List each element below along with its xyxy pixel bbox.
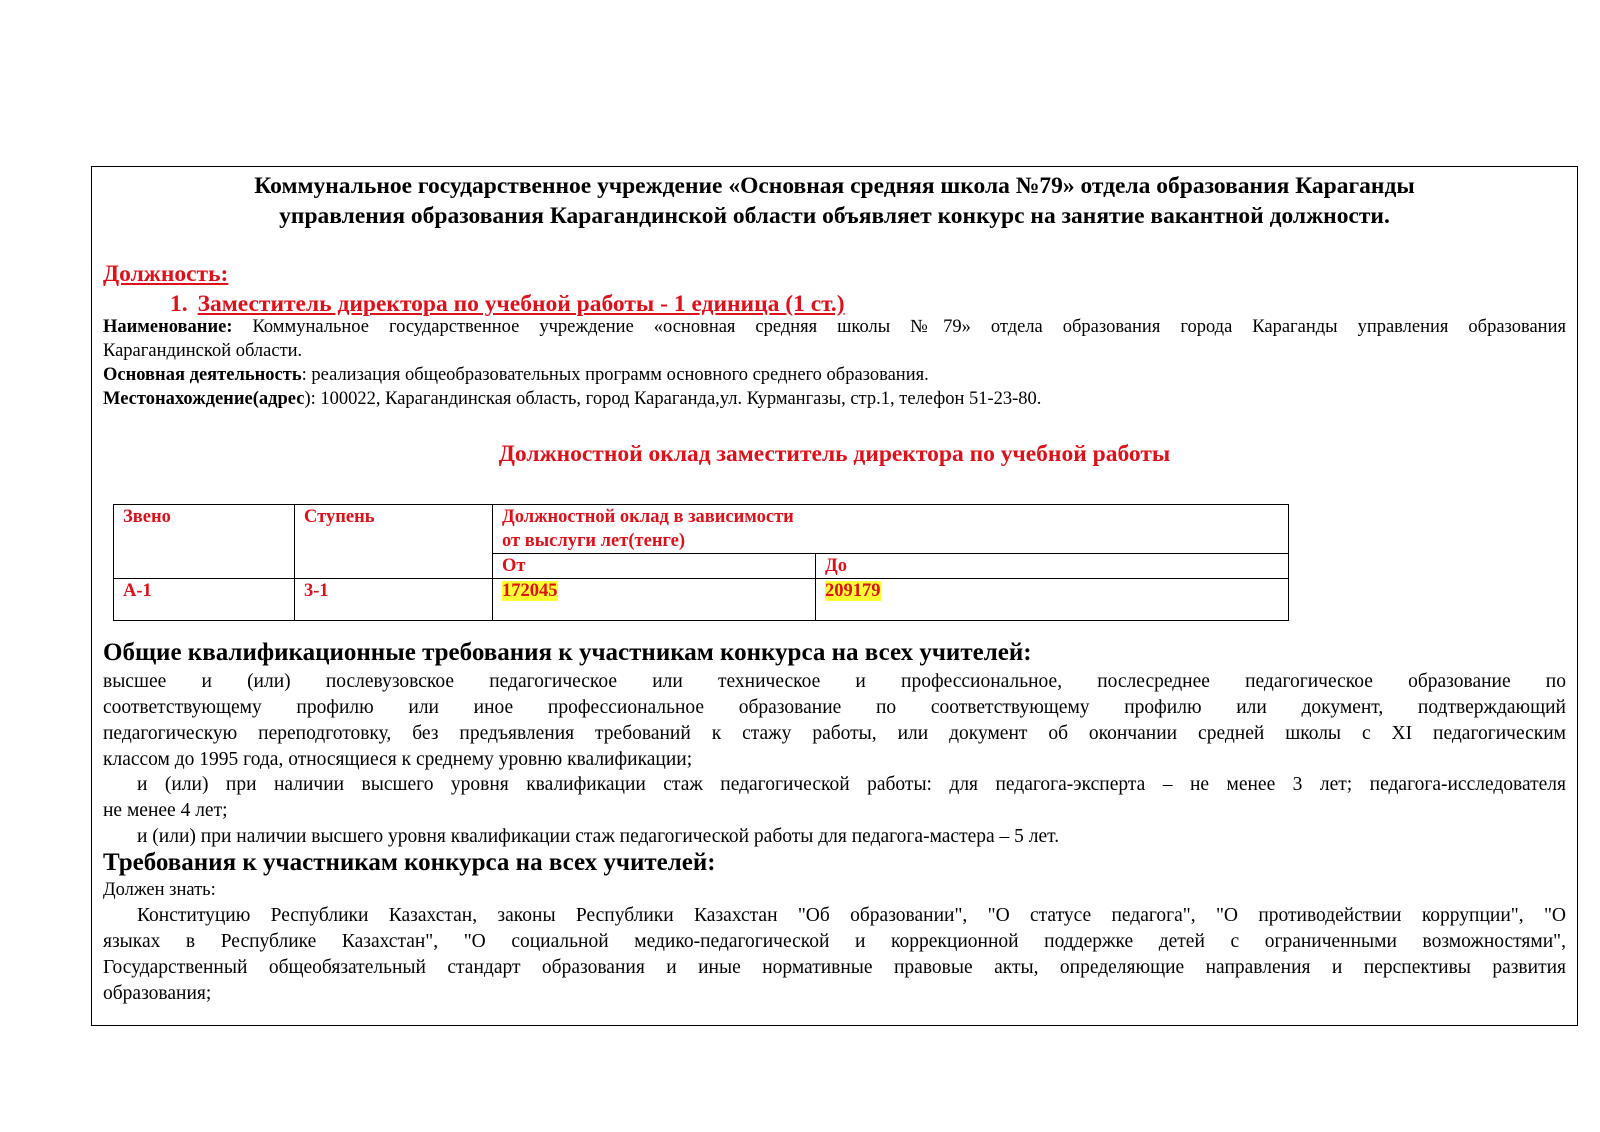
header-cell-to: До — [816, 554, 1289, 579]
participant-req-line-2: языках в Республике Казахстан", "О социальной медико-педагогической и коррекционной поддержке детей с ограниченными возможностями", — [103, 931, 1566, 952]
general-req-line-7: и (или) при наличии высшего уровня квалификации стаж педагогической работы для педагога-мастера – 5 лет. — [137, 826, 1060, 847]
info-activity — [103, 363, 1566, 387]
cell-level: А-1 — [114, 579, 295, 621]
general-req-line-1: высшее и (или) послевузовское педагогическое или техническое и профессиональное, послесреднее педагогическое образование по — [103, 671, 1566, 692]
salary-table-header-row — [114, 505, 1289, 554]
general-req-line-2: соответствующему профилю или иное профессиональное образование по соответствующему профилю или документ, подтверждающий — [103, 697, 1566, 718]
cell-from — [493, 579, 816, 621]
info-name-line-1 — [103, 315, 1566, 339]
cell-to — [816, 579, 1289, 621]
info-address-text: ): 100022, Карагандинская область, город Караганда,ул. Курмангазы, стр.1, телефон 51-23-80. — [304, 389, 1042, 409]
participant-requirements-heading: Требования к участникам конкурса на всех учителей: — [103, 849, 716, 876]
info-name-text: Коммунальное государственное учреждение «основная средняя школы №79» отдела образования города Караганды управления образования — [232, 317, 1566, 337]
general-req-line-3: педагогическую переподготовку, без предъявления требований к стажу работы, или документ об окончании средней школы с XI педагогическим — [103, 723, 1566, 744]
salary-heading: Должностной оклад заместитель директора по учебной работы — [498, 441, 1171, 467]
header-cell-level: Звено — [114, 505, 295, 579]
general-req-line-6: не менее 4 лет; — [103, 800, 228, 821]
position-item-text: Заместитель директора по учебной работы - 1 единица (1 ст.) — [197, 291, 845, 317]
document-frame — [91, 166, 1578, 1026]
general-req-line-4: классом до 1995 года, относящиеся к среднему уровню квалификации; — [103, 749, 693, 770]
salary-table — [113, 504, 1289, 621]
info-address-label: Местонахождение(адрес — [103, 389, 305, 409]
info-name-label: Наименование: — [103, 317, 233, 337]
general-requirements-heading: Общие квалификационные требования к участникам конкурса на всех учителей: — [103, 639, 1032, 666]
info-activity-label: Основная деятельность — [103, 365, 302, 385]
cell-to-value: 209179 — [825, 581, 881, 601]
position-item-number: 1. — [170, 291, 188, 317]
header-cell-salary — [493, 505, 1289, 554]
cell-from-value: 172045 — [502, 581, 558, 601]
header-cell-salary-line-1: Должностной оклад в зависимости — [502, 507, 794, 527]
header-line-1: Коммунальное государственное учреждение «Основная средняя школа №79» отдела образования Караганды — [254, 173, 1415, 199]
table-row — [114, 579, 1289, 621]
header-cell-step: Ступень — [295, 505, 493, 579]
position-item — [170, 291, 845, 318]
participant-req-line-3: Государственный общеобязательный стандарт образования и иные нормативные правовые акты, определяющие направления и перспективы развития — [103, 957, 1566, 978]
must-know-label: Должен знать: — [103, 880, 216, 900]
info-activity-text: : реализация общеобразовательных программ основного среднего образования. — [301, 365, 929, 385]
header-line-2: управления образования Карагандинской области объявляет конкурс на занятие вакантной должности. — [279, 203, 1390, 229]
position-label: Должность: — [103, 261, 229, 287]
info-address — [103, 387, 1566, 411]
cell-step: 3-1 — [295, 579, 493, 621]
participant-req-line-4: образования; — [103, 983, 212, 1004]
participant-req-line-1: Конституцию Республики Казахстан, законы Республики Казахстан "Об образовании", "О статусе педагога", "О противодействии коррупции", "О — [137, 905, 1566, 926]
info-name-line-2: Карагандинской области. — [103, 341, 303, 361]
general-req-line-5: и (или) при наличии высшего уровня квалификации стаж педагогической работы: для педагога-эксперта – не менее 3 лет; педагога-исследователя — [137, 774, 1566, 795]
header-cell-from: От — [493, 554, 816, 579]
header-cell-salary-line-2: от выслуги лет(тенге) — [502, 531, 686, 551]
